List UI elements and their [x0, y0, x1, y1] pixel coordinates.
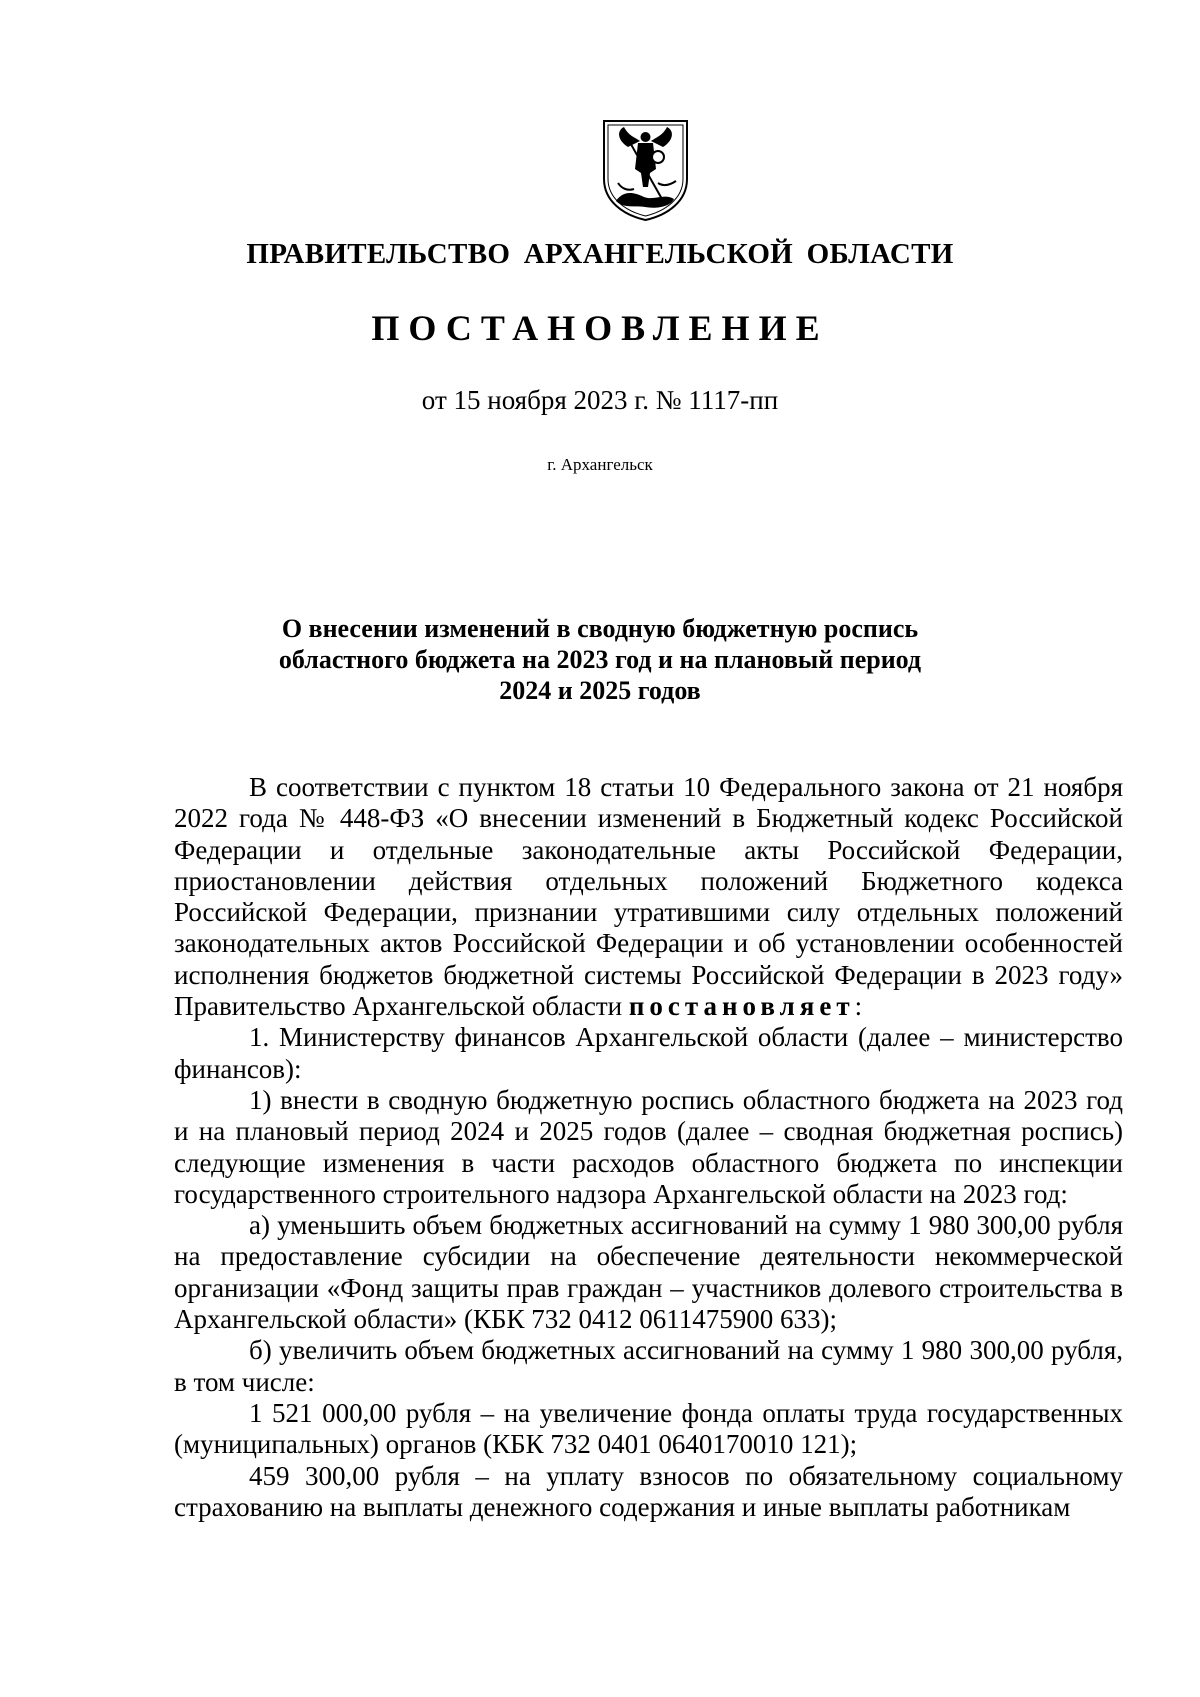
- document-body: [174, 772, 1123, 1523]
- subject-line: О внесении изменений в сводную бюджетную роспись: [281, 614, 919, 643]
- body-paragraph: б) увеличить объем бюджетных ассигнований на сумму 1 980 300,00 рубля, в том числе:: [174, 1335, 1123, 1397]
- government-name: ПРАВИТЕЛЬСТВО АРХАНГЕЛЬСКОЙ ОБЛАСТИ: [246, 238, 954, 270]
- document-date-number: от 15 ноября 2023 г. № 1117-пп: [421, 385, 779, 415]
- coat-of-arms-icon: [598, 117, 693, 222]
- subject-line: 2024 и 2025 годов: [499, 676, 701, 705]
- body-paragraph: 1 521 000,00 рубля – на увеличение фонда оплаты труда государственных (муниципальных) органов (КБК 732 0401 0640170010 121);: [174, 1397, 1123, 1460]
- preamble-colon: :: [854, 991, 863, 1022]
- document-subject: [200, 613, 1000, 706]
- body-paragraph: 1) внести в сводную бюджетную роспись областного бюджета на 2023 год и на плановый период 2024 и 2025 годов (далее – сводная бюджетная роспись) следующие изменения в части расходов областного бюджета по инспекции государственного строительного надзора Архангельской области на 2023 год:: [174, 1084, 1123, 1209]
- subject-line: областного бюджета на 2023 год и на плановый период: [278, 645, 922, 674]
- document-city: г. Архангельск: [547, 455, 653, 474]
- decree-word: постановляет: [628, 991, 855, 1022]
- body-paragraph: [174, 772, 1123, 1022]
- body-paragraph: 459 300,00 рубля – на уплату взносов по обязательному социальному страхованию на выплаты денежного содержания и иные выплаты работникам: [174, 1460, 1123, 1522]
- preamble-text: В соответствии с пунктом 18 статьи 10 Федерального закона от 21 ноября 2022 года № 448-ФЗ «О внесении изменений в Бюджетный кодекс Российской Федерации и отдельные законодательные акты Российской Федерации, приостановлении действия отдельных положений Бюджетного кодекса Российской Федерации, признании утратившими силу отдельных положений законодательных актов Российской Федерации и об установлении особенностей исполнения бюджетов бюджетной системы Российской Федерации в 2023 году» Правительство Архангельской области: [174, 772, 1123, 1022]
- body-paragraph: 1. Министерству финансов Архангельской области (далее – министерство финансов):: [174, 1022, 1123, 1084]
- body-paragraph: а) уменьшить объем бюджетных ассигнований на сумму 1 980 300,00 рубля на предоставление субсидии на обеспечение деятельности некоммерческой организации «Фонд защиты прав граждан – участников долевого строительства в Архангельской области» (КБК 732 0412 0611475900 633);: [174, 1210, 1123, 1335]
- document-type: ПОСТАНОВЛЕНИЕ: [371, 308, 829, 348]
